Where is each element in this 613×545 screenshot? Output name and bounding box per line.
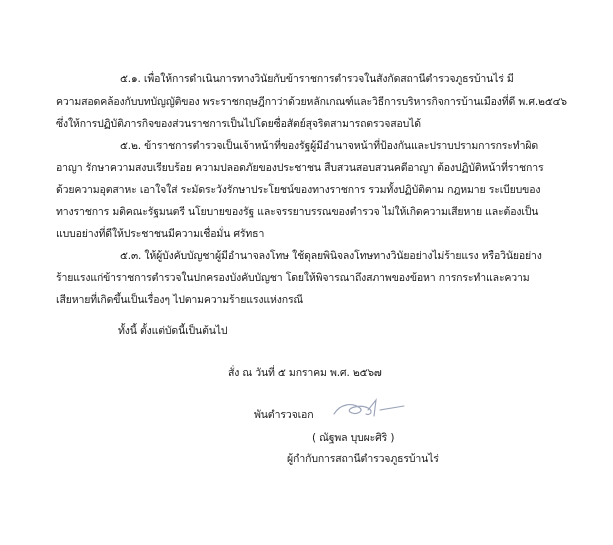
para-5-2-line-5: แบบอย่างที่ดีให้ประชาชนมีความเชื่อมั่น ศรัทธา — [56, 228, 265, 240]
signer-rank: พันตำรวจเอก — [254, 409, 314, 421]
effective-statement: ทั้งนี้ ตั้งแต่บัดนี้เป็นต้นไป — [118, 325, 228, 337]
signature-image — [330, 396, 410, 424]
para-5-1-line-2: ความสอดคล้องกับบทบัญญัติของ พระราชกฤษฎีกาว่าด้วยหลักเกณฑ์และวิธีการบริหารกิจการบ้านเมืองที่ดี พ.ศ.๒๕๔๖ — [56, 96, 567, 108]
para-5-2-line-4: ทางราชการ มติคณะรัฐมนตรี นโยบายของรัฐ และจรรยาบรรณของตำรวจ ไม่ให้เกิดความเสียหาย และต้องเป็น — [56, 206, 539, 218]
para-5-3-line-3: เสียหายที่เกิดขึ้นเป็นเรื่องๆ ไปตามความร้ายแรงแห่งกรณี — [56, 294, 304, 306]
signer-name: ( ณัฐพล บุบผะศิริ ) — [312, 432, 395, 444]
order-date: สั่ง ณ วันที่ ๕ มกราคม พ.ศ. ๒๕๖๗ — [228, 367, 382, 379]
para-5-2-line-1: ๕.๒. ข้าราชการตำรวจเป็นเจ้าหน้าที่ของรัฐผู้มีอำนาจหน้าที่ป้องกันและปราบปรามการกระทำผิด — [120, 140, 539, 152]
para-5-3-line-1: ๕.๓. ให้ผู้บังคับบัญชาผู้มีอำนาจลงโทษ ใช้ดุลยพินิจลงโทษทางวินัยอย่างไม่ร้ายแรง หรือวินัยอย่าง — [120, 250, 542, 262]
signer-position: ผู้กำกับการสถานีตำรวจภูธรบ้านไร่ — [287, 453, 439, 465]
para-5-3-line-2: ร้ายแรงแก่ข้าราชการตำรวจในปกครองบังคับบัญชา โดยให้พิจารณาถึงสภาพของข้อหา การกระทำและความ — [56, 272, 530, 284]
para-5-1-line-1: ๕.๑. เพื่อให้การดำเนินการทางวินัยกับข้าราชการตำรวจในสังกัดสถานีตำรวจภูธรบ้านไร่ มี — [120, 73, 514, 85]
para-5-2-line-2: อาญา รักษาความสงบเรียบร้อย ความปลอดภัยของประชาชน สืบสวนสอบสวนคดีอาญา ต้องปฏิบัติหน้าที่ราชการ — [56, 162, 544, 174]
para-5-1-line-3: ซึ่งให้การปฏิบัติภารกิจของส่วนราชการเป็นไปโดยซื่อสัตย์สุจริตสามารถตรวจสอบได้ — [56, 118, 421, 130]
para-5-2-line-3: ด้วยความอุตสาหะ เอาใจใส่ ระมัดระวังรักษาประโยชน์ของทางราชการ รวมทั้งปฏิบัติตาม กฎหมาย ระเบียบของ — [56, 184, 541, 196]
